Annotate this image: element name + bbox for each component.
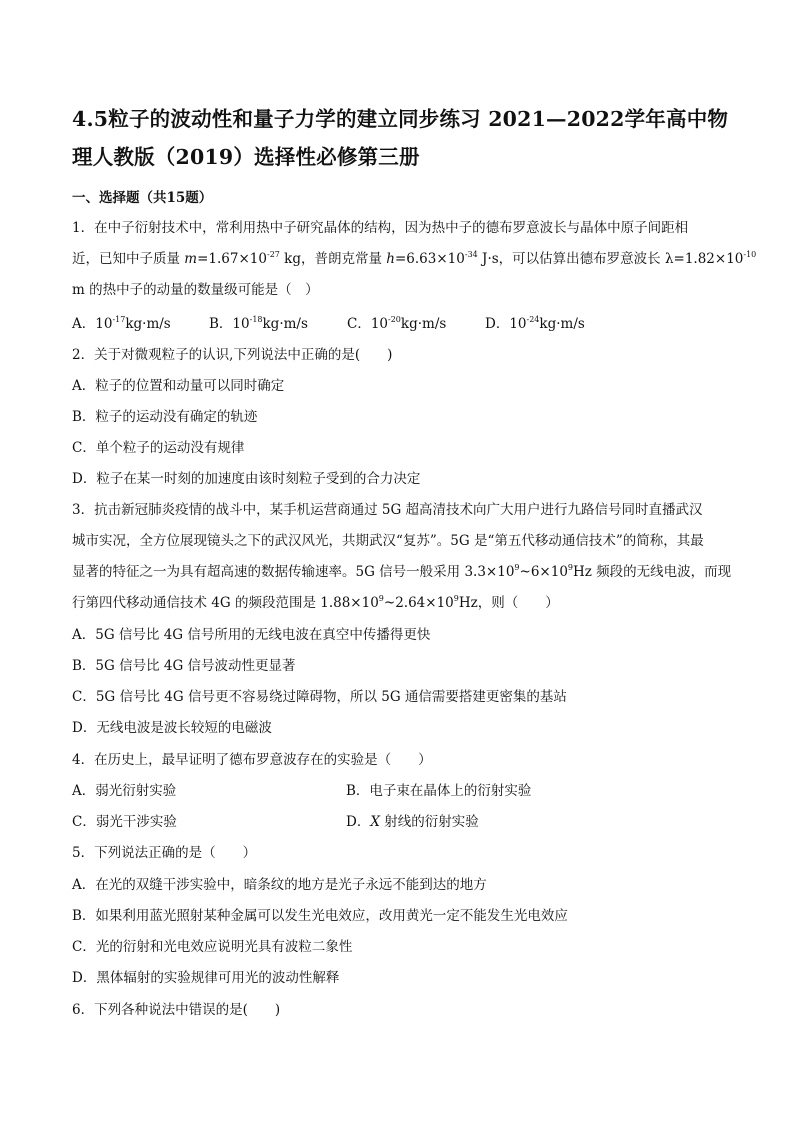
q1-option-c[interactable]: [347, 312, 485, 332]
q4-option-a[interactable]: A．弱光衍射实验: [72, 783, 177, 799]
q3-text: 显著的特征之一为具有超高速的数据传输速率。5G 信号一般采用 3.3×10: [72, 564, 515, 580]
q3-text: Hz 频段的无线电波，而现: [573, 564, 732, 580]
q3-text: Hz，则（ ）: [458, 595, 559, 611]
mass-symbol: m: [184, 251, 198, 267]
q3-text: ~2.64×10: [383, 595, 454, 611]
exponent: 9: [514, 563, 520, 572]
q1-text: kg，普朗克常量: [279, 251, 387, 267]
q4-stem: 4．在历史上，最早证明了德布罗意波存在的实验是（ ）: [72, 752, 432, 768]
document-title: [72, 100, 732, 176]
exponent: -17: [112, 315, 126, 324]
q3-option-a[interactable]: A．5G 信号比 4G 信号所用的无线电波在真空中传播得更快: [72, 627, 431, 643]
title-line-1: 4.5粒子的波动性和量子力学的建立同步练习 2021—2022学年高中物: [72, 107, 729, 131]
q1-text: =6.63×10: [394, 251, 465, 267]
q1-text: =1.67×10: [197, 251, 267, 267]
q2-option-a[interactable]: A．粒子的位置和动量可以同时确定: [72, 378, 285, 394]
q5-option-c[interactable]: C．光的衍射和光电效应说明光具有波粒二象性: [72, 939, 353, 955]
exponent: -10: [743, 250, 757, 259]
q1-line-1: 1．在中子衍射技术中，常利用热中子研究晶体的结构，因为热中子的德布罗意波长与晶体中原子间距相: [72, 220, 689, 236]
option-text: 射线的衍射实验: [379, 814, 479, 830]
q4-option-b[interactable]: B．电子束在晶体上的衍射实验: [346, 783, 532, 799]
q5-option-b[interactable]: B．如果利用蓝光照射某种金属可以发生光电效应，改用黄光一定不能发生光电效应: [72, 908, 568, 924]
q1-text: J·s，可以估算出德布罗意波长 λ=1.82×10: [477, 251, 744, 267]
q1-option-b[interactable]: [209, 312, 347, 332]
option-text: kg·m/s: [400, 316, 447, 332]
q2-stem: 2．关于对微观粒子的认识,下列说法中正确的是( ): [72, 347, 393, 363]
q1-line-3: m 的热中子的动量的数量级可能是（ ）: [72, 282, 319, 298]
q6-stem: 6．下列各种说法中错误的是( ): [72, 1002, 281, 1018]
q3-line-3: [72, 560, 731, 580]
exponent: -24: [526, 315, 540, 324]
q4-option-d[interactable]: [346, 810, 479, 830]
exponent: 9: [567, 563, 573, 572]
q3-option-d[interactable]: D．无线电波是波长较短的电磁波: [72, 720, 272, 736]
exponent: 9: [453, 594, 459, 603]
exponent: -34: [464, 250, 478, 259]
option-text: C．10: [347, 316, 389, 332]
section-heading: 一、选择题（共15题）: [72, 190, 213, 206]
q1-option-d[interactable]: [485, 312, 585, 332]
q3-line-2: 城市实况，全方位展现镜头之下的武汉风光，共期武汉“复苏”。5G 是“第五代移动通信技术”的简称，其最: [72, 533, 704, 549]
q3-option-c[interactable]: C．5G 信号比 4G 信号更不容易绕过障碍物，所以 5G 通信需要搭建更密集的基站: [72, 689, 567, 705]
exponent: -20: [388, 315, 401, 324]
q5-option-a[interactable]: A．在光的双缝干涉实验中，暗条纹的地方是光子永远不能到达的地方: [72, 877, 487, 893]
q4-option-c[interactable]: C．弱光干涉实验: [72, 814, 177, 830]
exponent: 9: [378, 594, 384, 603]
q2-option-d[interactable]: D．粒子在某一时刻的加速度由该时刻粒子受到的合力决定: [72, 471, 421, 487]
option-text: A．10: [72, 316, 113, 332]
exponent: -18: [249, 315, 263, 324]
q1-line-2: [72, 247, 756, 267]
q2-option-c[interactable]: C．单个粒子的运动没有规律: [72, 440, 245, 456]
q3-line-4: [72, 591, 559, 611]
option-text: B．10: [209, 316, 250, 332]
q1-option-a[interactable]: [72, 312, 209, 332]
exponent: -27: [266, 250, 280, 259]
q1-options: [72, 312, 585, 332]
q3-text: ~6×10: [519, 564, 568, 580]
q5-stem: 5．下列说法正确的是（ ）: [72, 845, 257, 861]
q3-text: 行第四代移动通信技术 4G 的频段范围是 1.88×10: [72, 595, 379, 611]
q1-text: 近，已知中子质量: [72, 251, 185, 267]
option-text: kg·m/s: [262, 316, 308, 332]
x-symbol: X: [370, 814, 380, 830]
title-line-2: 理人教版（2019）选择性必修第三册: [72, 145, 420, 169]
option-text: D．: [346, 814, 371, 830]
q3-option-b[interactable]: B．5G 信号比 4G 信号波动性更显著: [72, 658, 296, 674]
option-text: kg·m/s: [539, 316, 585, 332]
q2-option-b[interactable]: B．粒子的运动没有确定的轨迹: [72, 409, 258, 425]
q3-line-1: 3．抗击新冠肺炎疫情的战斗中，某手机运营商通过 5G 超高清技术向广大用户进行九路信号同时直播武汉: [72, 502, 703, 518]
q5-option-d[interactable]: D．黑体辐射的实验规律可用光的波动性解释: [72, 970, 340, 986]
planck-symbol: h: [386, 251, 395, 267]
option-text: kg·m/s: [125, 316, 171, 332]
option-text: D．10: [485, 316, 527, 332]
